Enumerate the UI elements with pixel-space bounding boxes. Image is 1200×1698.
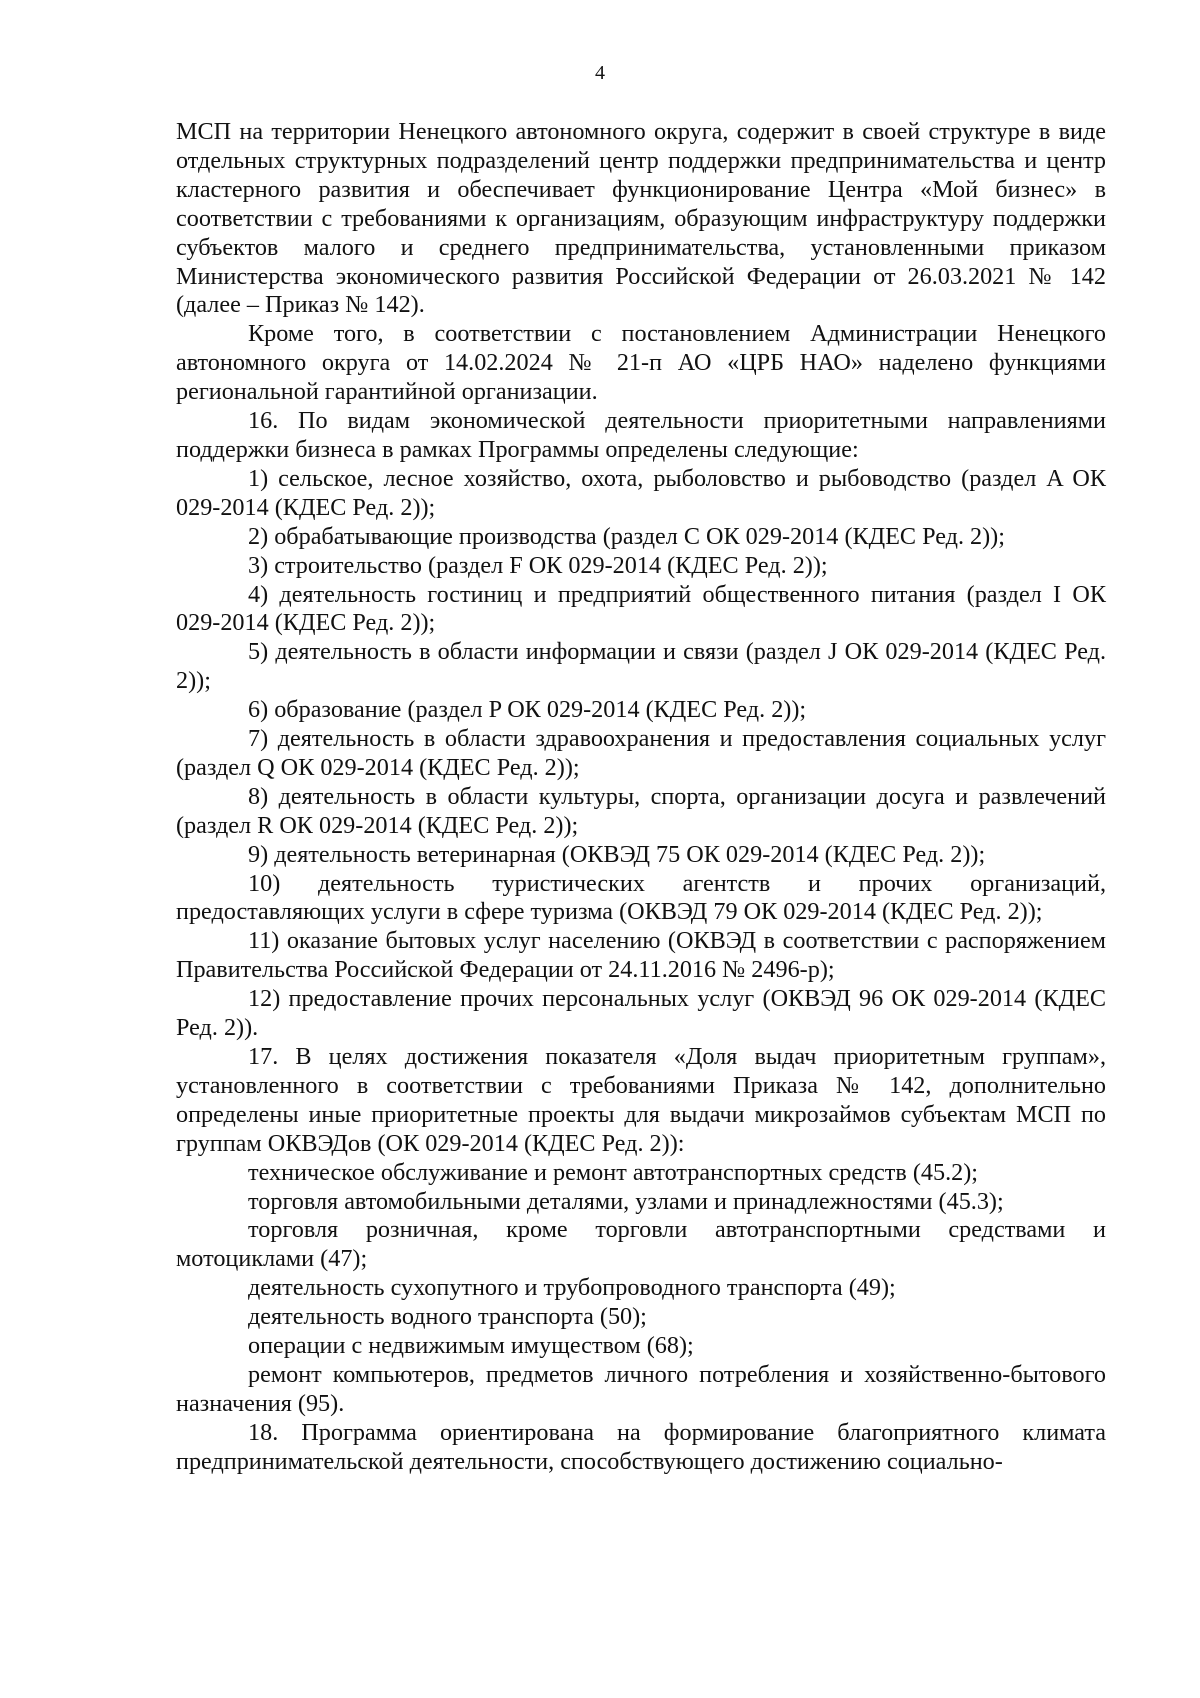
paragraph: торговля автомобильными деталями, узлами и принадлежностями (45.3); xyxy=(248,1187,1004,1215)
paragraph: техническое обслуживание и ремонт автотранспортных средств (45.2); xyxy=(248,1158,978,1186)
paragraph: Кроме того, в соответствии с постановлением Администрации Ненецкого автономного округа от 14.02.2024 № 21-п АО «ЦРБ НАО» наделено функциями региональной гарантийной организации. xyxy=(176,320,1106,406)
paragraph: деятельность сухопутного и трубопроводного транспорта (49); xyxy=(248,1274,896,1302)
paragraph: 10) деятельность туристических агентств и прочих организаций, предоставляющих услуги в сфере туризма (ОКВЭД 79 ОК 029-2014 (КДЕС Ред. 2)); xyxy=(176,869,1106,926)
paragraph: МСП на территории Ненецкого автономного округа, содержит в своей структуре в виде отдельных структурных подразделений центр поддержки предпринимательства и центр кластерного развития и обеспечивает функционирование Центра «Мой бизнес» в соответствии с требованиями к организациям, образующим инфраструктуру поддержки субъектов малого и среднего предпринимательства, установленными приказом Министерства экономического развития Российской Федерации от 26.03.2021 № 142 (далее – Приказ № 142). xyxy=(176,118,1106,319)
paragraph: 5) деятельность в области информации и связи (раздел J ОК 029-2014 (КДЕС Ред. 2)); xyxy=(176,638,1106,695)
paragraph: 17. В целях достижения показателя «Доля выдач приоритетным группам», установленного в соответствии с требованиями Приказа № 142, дополнительно определены иные приоритетные проекты для выдачи микрозаймов субъектам МСП по группам ОКВЭДов (ОК 029-2014 (КДЕС Ред. 2)): xyxy=(176,1043,1106,1157)
paragraph: 3) строительство (раздел F ОК 029-2014 (КДЕС Ред. 2)); xyxy=(248,551,828,579)
paragraph: 11) оказание бытовых услуг населению (ОКВЭД в соответствии с распоряжением Правительства Российской Федерации от 24.11.2016 № 2496-р); xyxy=(176,927,1106,984)
page-number: 4 xyxy=(595,62,605,84)
paragraph: ремонт компьютеров, предметов личного потребления и хозяйственно-бытового назначения (95). xyxy=(176,1360,1106,1417)
paragraph: 2) обрабатывающие производства (раздел C ОК 029-2014 (КДЕС Ред. 2)); xyxy=(248,522,1005,550)
paragraph: 9) деятельность ветеринарная (ОКВЭД 75 ОК 029-2014 (КДЕС Ред. 2)); xyxy=(248,840,986,868)
paragraph: 6) образование (раздел P ОК 029-2014 (КДЕС Ред. 2)); xyxy=(248,696,807,724)
paragraph: деятельность водного транспорта (50); xyxy=(248,1303,647,1331)
paragraph: 8) деятельность в области культуры, спорта, организации досуга и развлечений (раздел R ОК 029-2014 (КДЕС Ред. 2)); xyxy=(176,782,1106,839)
paragraph: 16. По видам экономической деятельности приоритетными направлениями поддержки бизнеса в рамках Программы определены следующие: xyxy=(176,407,1106,463)
paragraph: операции с недвижимым имуществом (68); xyxy=(248,1332,694,1360)
paragraph: 7) деятельность в области здравоохранения и предоставления социальных услуг (раздел Q ОК 029-2014 (КДЕС Ред. 2)); xyxy=(176,725,1106,781)
paragraph: торговля розничная, кроме торговли автотранспортными средствами и мотоциклами (47); xyxy=(176,1216,1106,1273)
document-body xyxy=(176,118,1106,1477)
paragraph: 1) сельское, лесное хозяйство, охота, рыболовство и рыбоводство (раздел A ОК 029-2014 (КДЕС Ред. 2)); xyxy=(176,464,1106,521)
paragraph: 18. Программа ориентирована на формирование благоприятного климата предпринимательской деятельности, способствующего достижению социально- xyxy=(176,1418,1106,1475)
paragraph: 12) предоставление прочих персональных услуг (ОКВЭД 96 ОК 029-2014 (КДЕС Ред. 2)). xyxy=(176,985,1106,1042)
paragraph: 4) деятельность гостиниц и предприятий общественного питания (раздел I ОК 029-2014 (КДЕС Ред. 2)); xyxy=(176,580,1106,637)
